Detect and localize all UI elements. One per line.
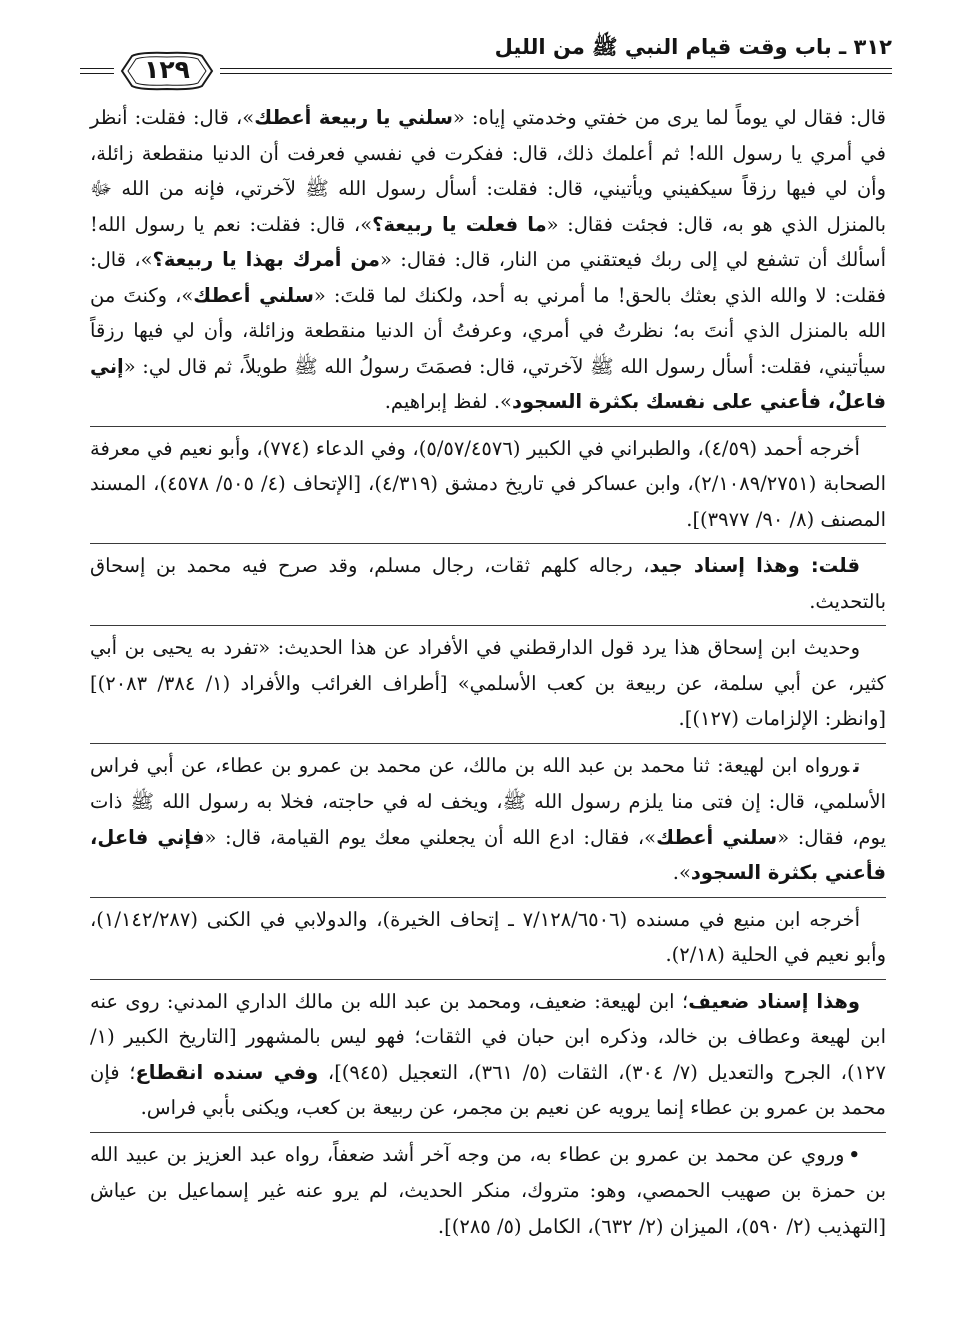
narration-paragraph: •وروي عن محمد بن عمرو بن عطاء به، من وجه آخر أشد ضعفاً، رواه عبد العزيز بن عبيد الله بن حمزة بن صهيب الحمصي، وهو: متروك، منكر الحديث، لم يرو عنه غير إسماعيل بن عياش [التهذيب (٢/ ٥٩٠)، الميزان (٢/ ٦٣٢)، الكامل (٥/ ٢٨٥)]. [90, 1142, 886, 1238]
section-divider [90, 1132, 886, 1133]
section-divider [90, 897, 886, 898]
bullet-marker: • [848, 1144, 860, 1166]
bullet-marker: ت [853, 755, 860, 777]
section-divider [90, 625, 886, 626]
section-divider [90, 543, 886, 544]
page-number-badge [120, 50, 214, 92]
prophet-saying: من أمرك بهذا يا ربيعة؟ [152, 248, 381, 271]
takhrij-paragraph: أخرجه أحمد (٤/٥٩)، والطبراني في الكبير (٥/٥٧/٤٥٧٦)، وفي الدعاء (٧٧٤)، وأبو نعيم في معرفة الصحابة (٢/١٠٨٩/٢٧٥١)، وابن عساكر في تاريخ دمشق (٤/٣١٩)، [الإتحاف (٤/ ٥٠٥/ ٤٥٧٨)، المسند المصنف (٨/ ٩٠/ ٣٩٧٧)]. [90, 436, 886, 531]
narration-paragraph: تورواه ابن لهيعة: ثنا محمد بن عبد الله بن مالك، عن محمد بن عمرو بن عطاء، عن أبي فراس الأسلمي، قال: إن فتى منا يلزم رسول الله ﷺ، ويخف له في حاجته، فخلا به رسول الله ﷺ ذات يوم، فقال: «سلني أعطك»، فقال: ادع الله أن يجعلني معك يوم القيامة، قال: «فإني فاعل، فأعني بكثرة السجود». [90, 753, 886, 884]
grading-label: قلت: وهذا إسناد جيد [649, 554, 860, 577]
takhrij-paragraph: أخرجه ابن منيع في مسنده (٧/١٢٨/٦٥٠٦ ـ إتحاف الخيرة)، والدولابي في الكنى (١/١٤٢/٢٨٧)، وأبو نعيم في الحلية (٢/١٨). [90, 907, 886, 966]
prophet-saying: ما فعلت يا ربيعة؟ [372, 212, 547, 236]
prophet-saying: سلني يا ربيعة أعطك [254, 106, 453, 129]
header-rule-left-bottom [80, 73, 114, 74]
prophet-saying: إني فاعلٌ، فأعني على نفسك بكثرة السجود [90, 354, 886, 413]
grading-label: وفي سنده انقطاع [135, 1060, 319, 1084]
header-rule-bottom [220, 73, 892, 74]
page-header [80, 26, 892, 90]
hadith-narration: قال: فقال لي يوماً لما يرى من خفتي وخدمتي إياه: «سلني يا ربيعة أعطك»، قال: فقلت: أنظر في أمري يا رسول الله! ثم أعلمك ذلك، قال: ففكرت في نفسي فعرفت أن الدنيا منقطعة زائلة، وأن لي فيها رزقاً سيكفيني ويأتيني، قال: فقلت: أسأل رسول الله ﷺ لآخرتي، فإنه من الله ﷻ بالمنزل الذي هو به، قال: فجئت فقال: «ما فعلت يا ربيعة؟»، قال: فقلت: نعم يا رسول الله! أسألك أن تشفع لي إلى ربك فيعتقني من النار، قال: فقال: «من أمرك بهذا يا ربيعة؟»، قال: فقلت: لا والله الذي بعثك بالحق! ما أمرني به أحد، ولكنك لما قلتَ: «سلني أعطك»، وكنتَ من الله بالمنزل الذي أنتَ به؛ نظرتُ في أمري، وعرفتُ أن الدنيا منقطعة وزائلة، وأن لي فيها رزقاً سيأتيني، فقلت: أسأل رسول الله ﷺ لآخرتي، قال: فصمَتَ رسولُ الله ﷺ طويلاً، ثم قال لي: «إني فاعلٌ، فأعني على نفسك بكثرة السجود». لفظ إبراهيم. [90, 106, 887, 413]
section-divider [90, 979, 886, 980]
section-divider [90, 426, 886, 427]
header-rule-top [220, 68, 892, 69]
grading-paragraph: وهذا إسناد ضعيف؛ ابن لهيعة: ضعيف، ومحمد بن عبد الله بن مالك الداري المدني: روى عنه ابن لهيعة وعطاف بن خالد، وذكره ابن حبان في الثقات؛ فهو ليس بالمشهور [التاريخ الكبير (١/ ١٢٧)، الجرح والتعديل (٧/ ٣٠٤)، الثقات (٥/ ٣٦١)، التعجيل (٩٤٥)]، وفي سنده انقطاع؛ فإن محمد بن عمرو بن عطاء إنما يرويه عن نعيم بن مجمر، عن ربيعة بن كعب، ويكنى بأبي فراس. [90, 989, 886, 1119]
chapter-title: ٣١٢ ـ باب وقت قيام النبي ﷺ من الليل [494, 35, 892, 59]
prophet-saying: سلني أعطك [656, 825, 778, 849]
commentary-paragraph: وحديث ابن إسحاق هذا يرد قول الدارقطني في الأفراد عن هذا الحديث: «تفرد به يحيى بن أبي كثير، عن أبي سلمة، عن ربيعة بن كعب الأسلمي» [أطراف الغرائب والأفراد (١/ ٣٨٤/ ٢٠٨٣)] [وانظر: الإلزامات (١٢٧)]. [90, 636, 886, 730]
section-divider [90, 743, 886, 744]
page-body [90, 100, 886, 1244]
header-rule-left-top [80, 68, 114, 69]
prophet-saying: سلني أعطك [193, 283, 314, 307]
prophet-saying: فإني فاعل، فأعني بكثرة السجود [90, 825, 886, 884]
grading-paragraph: قلت: وهذا إسناد جيد، رجاله كلهم ثقات، رجال مسلم، وقد صرح فيه محمد بن إسحاق بالتحديث. [90, 554, 886, 613]
grading-label: وهذا إسناد ضعيف [688, 989, 860, 1013]
page-number: ١٢٩ [144, 55, 190, 84]
